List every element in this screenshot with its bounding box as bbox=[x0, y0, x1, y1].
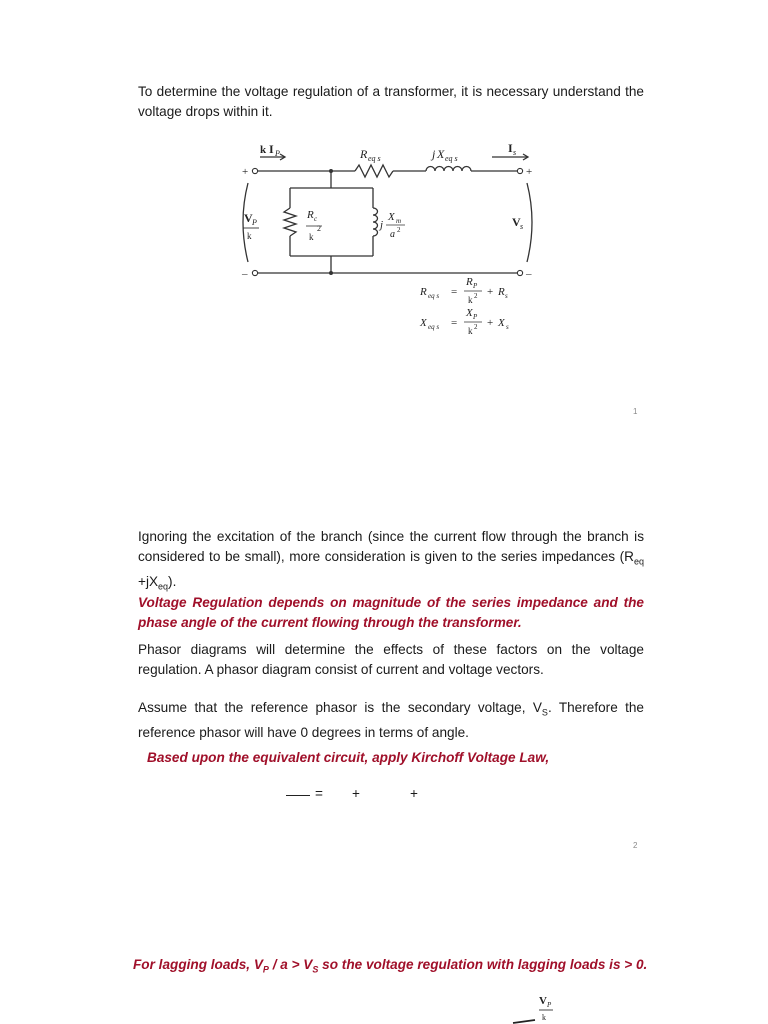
eq2-x-sub: s bbox=[506, 323, 509, 331]
jxeqs-label-j: j bbox=[432, 147, 436, 161]
eq2-num: X bbox=[466, 307, 473, 319]
phasor-diagram bbox=[505, 990, 565, 1024]
vp-label-sub: P bbox=[252, 218, 257, 227]
vs-bracket bbox=[527, 183, 532, 262]
phasor-v-den: k bbox=[542, 1013, 546, 1022]
eq1-lhs-sub: eq s bbox=[428, 292, 440, 300]
xm-label-a: a bbox=[390, 229, 395, 240]
reqs-label-sub: eq s bbox=[368, 154, 381, 163]
plus-right: + bbox=[526, 166, 533, 178]
eq1-r: R bbox=[498, 286, 505, 298]
eq1-num: R bbox=[466, 276, 473, 288]
excitation-paragraph: Ignoring the excitation of the branch (since the current flow through the branch is considered to be small), more consideration is given to the series impedances $(R_{eq} +jX_{eq})$. bbox=[138, 529, 644, 592]
eq1-den-exp: 2 bbox=[474, 292, 478, 300]
voltage-regulation-highlight: Voltage Regulation depends on magnitude of the series impedance and the phase angle of the current flowing through the transformer. bbox=[138, 595, 644, 630]
equivalent-circuit-diagram bbox=[230, 138, 550, 348]
kvl-equation bbox=[286, 786, 426, 806]
eq2-x: X bbox=[498, 317, 505, 329]
kvl-fraction-bar bbox=[286, 795, 310, 796]
rc-label-den: k bbox=[309, 232, 314, 242]
minus-right: – bbox=[526, 268, 532, 280]
reference-phasor-paragraph: Assume that the reference phasor is the secondary voltage, $V_S$. Therefore the reference phasor will have 0 degrees in terms of angle. bbox=[138, 700, 644, 741]
eq1-lhs: R bbox=[420, 286, 427, 298]
inductor-xeq bbox=[426, 167, 471, 172]
phasor-arrow bbox=[513, 1020, 535, 1023]
kvl-plus-1: + bbox=[352, 786, 360, 801]
intro-paragraph: To determine the voltage regulation of a transformer, it is necessary understand the voltage drops within it. bbox=[138, 84, 644, 119]
vs-label: V bbox=[512, 215, 521, 229]
reqs-label: R bbox=[360, 147, 368, 161]
xm-label-j: j bbox=[380, 219, 384, 231]
eq2-num-sub: P bbox=[473, 313, 478, 321]
kip-label-k: k bbox=[260, 144, 267, 156]
eq2-equals: = bbox=[451, 317, 458, 329]
eq2-den-exp: 2 bbox=[474, 323, 478, 331]
phasor-v-label: V bbox=[539, 995, 547, 1007]
inductor-xm bbox=[373, 208, 378, 236]
is-label: I bbox=[508, 141, 513, 155]
xm-label-x: X bbox=[388, 211, 395, 223]
page-number-2: 2 bbox=[633, 841, 638, 850]
phasor-paragraph: Phasor diagrams will determine the effects of these factors on the voltage regulation. A phasor diagram consist of current and voltage vectors. bbox=[138, 642, 644, 677]
vp-label: V bbox=[244, 211, 253, 225]
page-number-1: 1 bbox=[633, 407, 638, 416]
eq1-den: k bbox=[468, 295, 473, 305]
resistor-rc bbox=[284, 208, 296, 236]
eq2-plus: + bbox=[487, 317, 494, 329]
is-label-sub: s bbox=[513, 148, 517, 157]
kip-label-i: I bbox=[269, 142, 274, 156]
jxeqs-label-sub: eq s bbox=[445, 154, 458, 163]
eq2-lhs-sub: eq s bbox=[428, 323, 440, 331]
lagging-loads-highlight: For lagging loads, $V_P / a > V_S$ so the voltage regulation with lagging loads is > 0. bbox=[133, 957, 648, 975]
jxeqs-label-x: X bbox=[437, 147, 445, 161]
eq1-r-sub: s bbox=[505, 292, 508, 300]
eq2-den: k bbox=[468, 326, 473, 336]
xm-label-2: 2 bbox=[397, 226, 401, 234]
rc-label: R bbox=[307, 209, 314, 221]
vp-label-den: k bbox=[247, 231, 252, 241]
eq2-lhs: X bbox=[420, 317, 427, 329]
kvl-plus-2: + bbox=[410, 786, 418, 801]
xm-label-sub: m bbox=[396, 217, 402, 225]
rc-label-2: 2 bbox=[317, 224, 321, 233]
resistor-req bbox=[355, 165, 393, 177]
kvl-highlight: Based upon the equivalent circuit, apply Kirchoff Voltage Law, bbox=[147, 750, 550, 765]
minus-left: – bbox=[242, 268, 248, 280]
plus-left: + bbox=[242, 166, 249, 178]
kvl-equals: = bbox=[315, 786, 323, 801]
eq1-num-sub: P bbox=[473, 282, 478, 290]
eq1-plus: + bbox=[487, 286, 494, 298]
phasor-v-sub: P bbox=[547, 1001, 552, 1009]
rc-label-sub: c bbox=[314, 215, 318, 223]
eq1-equals: = bbox=[451, 286, 458, 298]
vs-label-sub: s bbox=[520, 222, 524, 231]
kip-label-sub: P bbox=[275, 149, 280, 158]
